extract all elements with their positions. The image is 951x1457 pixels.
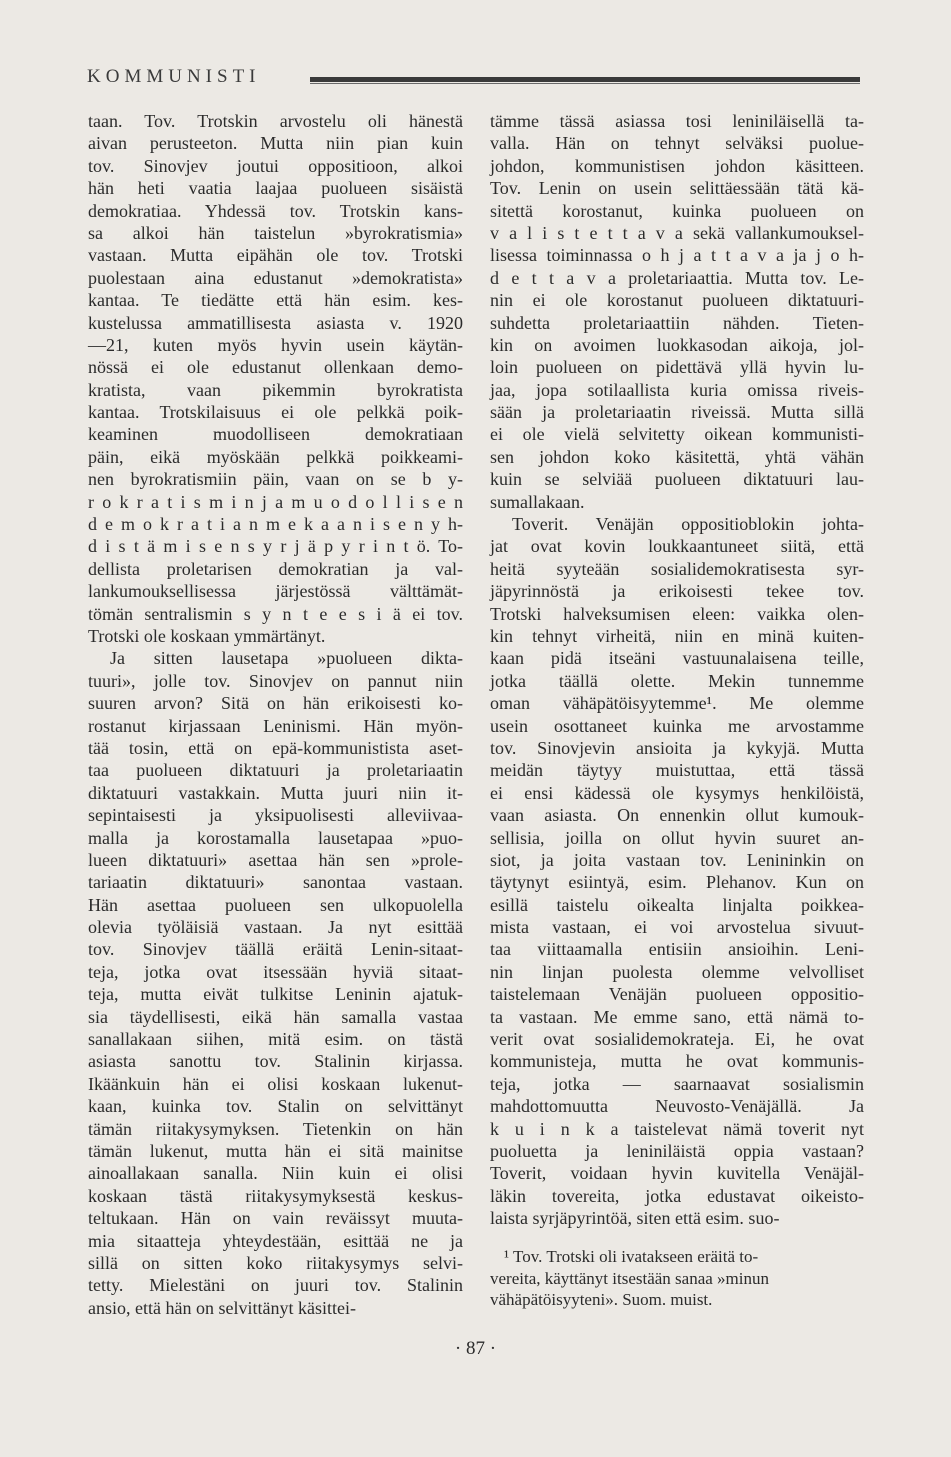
text-line: aivan perusteeton. Mutta niin pian kuin [88,133,463,154]
text-line: kin on avoimen luokkasodan aikoja, jol- [490,334,864,355]
text-line: kaan, kuinka tov. Stalin on selvittänyt [88,1096,463,1117]
text-line: Ja sitten lausetapa »puolueen dikta- [110,648,463,669]
text-line: tov. Sinovjev joutui oppositioon, alkoi [88,155,463,176]
footnote [490,1246,864,1311]
text-line: d e m o k r a t i a n m e k a a n i s e n y h- [88,514,463,535]
text-line: oman vähäpätöisyytemme¹. Me olemme [490,693,864,714]
text-line: Toverit. Venäjän oppositioblokin johta- [512,514,864,535]
text-line: dellista proletarisen demokratian ja val- [88,558,463,579]
text-line: sumallakaan. [490,491,585,512]
text-line: Trotski halveksumisen eleen: vaikka olen- [490,603,864,624]
text-line: Toverit, voidaan hyvin kuvitella Venäjäl- [490,1163,864,1184]
text-line: ta vastaan. Me emme sano, että nämä to- [490,1006,864,1027]
text-line: tariaatin diktatuuri» sanontaa vastaan. [88,872,463,893]
text-line: kustelussa ammatillisesta asiasta v. 1920 [88,312,463,333]
text-line: kommunisteja, mutta he ovat kommunis- [490,1051,864,1072]
page-number: · 87 · [454,1338,497,1359]
text-line: koskaan tästä riitakysymyksestä keskus- [88,1185,463,1206]
text-line: r o k r a t i s m i n j a m u o d o l l i s e n [88,491,463,512]
text-line: ansio, että hän on selvittänyt käsittei- [88,1297,356,1318]
text-line: puoluetta ja leniniläistä oppia vastaan? [490,1140,864,1161]
text-line: ei ole vielä selvitetty oikean kommunisti- [490,424,864,445]
text-line: esillä taistelu oikealta linjalta poikkea- [490,894,864,915]
text-line: olevia työläisiä vastaan. Ja nyt esittää [88,917,463,938]
text-line: v a l i s t e t t a v a sekä vallankumouksel- [490,222,864,243]
text-line: sanallakaan siihen, mitä esim. on tästä [88,1029,463,1050]
text-line: heitä syyteään sosialidemokratisesta syr- [490,558,864,579]
header-rule [310,77,860,85]
text-line: taistelemaan Venäjän puolueen oppositio- [490,984,864,1005]
text-line: lueen diktatuuri» asettaa hän sen »prole- [88,849,463,870]
text-line: sia täydellisesti, eikä hän samalla vastaa [88,1006,463,1027]
text-line: kantaa. Te tiedätte että hän esim. kes- [88,290,463,311]
text-line: sen johdon koko käsitettä, yhtä vähän [490,446,864,467]
text-line: lisessa toiminnassa o h j a t t a v a ja j o h- [490,245,864,266]
text-line: sään ja proletariaatin riveissä. Mutta sillä [490,402,864,423]
text-line: jäpyrinnöstä ja erikoisesti tekee tov. [490,581,864,602]
text-line: läkin tovereita, jotka edustavat oikeisto- [490,1185,864,1206]
text-line: mista vastaan, ei voi arvostelua sivuut- [490,917,864,938]
text-line: tämän lukenut, mutta hän ei sitä mainitse [88,1140,463,1161]
text-line: täytynyt esiintyä, esim. Plehanov. Kun on [490,872,864,893]
text-line: demokratiaa. Yhdessä tov. Trotskin kans- [88,200,463,221]
text-line: Trotski ole koskaan ymmärtänyt. [88,625,326,646]
text-line: verit ovat sosialidemokrateja. Ei, he ovat [490,1029,864,1050]
text-line: tetty. Mielestäni on juuri tov. Stalinin [88,1275,463,1296]
text-line: kantaa. Trotskilaisuus ei ole pelkkä poik- [88,402,463,423]
text-line: ainoallakaan sanalla. Niin kuin ei olisi [88,1163,463,1184]
text-line: k u i n k a taistelevat nämä toverit nyt [490,1118,864,1139]
text-line: taan. Tov. Trotskin arvostelu oli hänestä [88,111,463,131]
text-line: suhdetta proletariaattiin nähden. Tieten- [490,312,864,333]
text-line: kin tehnyt virheitä, niin en minä kuiten- [490,625,864,646]
text-line: siot, ja joita vastaan tov. Lenininkin on [490,849,864,870]
text-line: tömän sentralismin s y n t e e s i ä ei tov. [88,603,463,624]
text-line: teja, jotka — saarnaavat sosialismin [490,1073,864,1094]
text-line: sa alkoi hän taistelun »byrokratismia» [88,222,463,243]
footnote-line: ¹ Tov. Trotski oli ivatakseen eräitä to- [504,1247,759,1266]
text-line: kratista, vaan pikemmin byrokratista [88,379,463,400]
text-line: teja, jotka ovat itsessään hyviä sitaat- [88,961,463,982]
text-line: teltukaan. Hän on vain reväissyt muuta- [88,1208,463,1229]
text-line: sillä on sitten koko riitakysymys selvi- [88,1252,463,1273]
text-line: d e t t a v a proletariaattia. Mutta tov. Le- [490,267,864,288]
text-line: nin ei ole korostanut puolueen diktatuuri- [490,290,864,311]
footnote-line: vereita, käyttänyt itsestään sanaa »minun [490,1268,769,1288]
text-line: nen byrokratismiin päin, vaan on se b y- [88,469,463,490]
text-line: tämme tässä asiassa tosi leniniläisellä ta- [490,111,864,131]
text-line: malla ja korostamalla lausetapaa »puo- [88,827,463,848]
text-line: jotka täällä olette. Mekin tunnemme [490,670,864,691]
text-line: taa viittaamalla entisiin ansioihin. Leni- [490,939,864,960]
text-line: Hän asettaa puolueen sen ulkopuolella [88,894,463,915]
text-line: usein osottaneet kuinka me arvostamme [490,715,864,736]
text-line: kaan pidä itseäni vastuunalaisena teille, [490,648,864,669]
text-line: nössä ei ole edustanut ollenkaan demo- [88,357,463,378]
text-line: tuuri», jolle tov. Sinovjev on pannut niin [88,670,463,691]
right-text-column [490,110,864,1230]
text-line: asiasta sanottu tov. Stalinin kirjassa. [88,1051,463,1072]
text-line: laista syrjäpyrintöä, siten että esim. suo- [490,1208,780,1229]
text-line: nin linjan puolesta olemme velvolliset [490,961,864,982]
text-line: päin, eikä myöskään pelkkä poikkeami- [88,446,463,467]
text-line: loin puolueen on pidettävä yllä hyvin lu- [490,357,864,378]
text-line: teja, mutta eivät tulkitse Leninin ajatuk- [88,984,463,1005]
running-title: KOMMUNISTI [87,66,261,87]
text-line: taa puolueen diktatuuri ja proletariaatin [88,760,463,781]
text-line: Ikäänkuin hän ei olisi koskaan lukenut- [88,1073,463,1094]
text-line: meidän täytyy muistuttaa, että tässä [490,760,864,781]
text-line: jat ovat kovin loukkaantuneet siitä, että [490,536,864,557]
left-text-column [88,110,463,1319]
text-line: tov. Sinovjevin ansioita ja kykyjä. Mutta [490,737,864,758]
text-line: hän heti vaatia laajaa puolueen sisäistä [88,178,463,199]
text-line: Tov. Lenin on usein selittäessään tätä kä- [490,178,864,199]
text-line: diktatuuri vastakkain. Mutta juuri niin it- [88,782,463,803]
text-line: sitettä korostanut, kuinka puolueen on [490,200,864,221]
text-line: rostanut kirjassaan Leninismi. Hän myön- [88,715,463,736]
text-line: vaan asiasta. On ennenkin ollut kumouk- [490,805,864,826]
text-line: tää tosin, että on epä-kommunistista aset- [88,737,463,758]
text-line: tämän riitakysymyksen. Tietenkin on hän [88,1118,463,1139]
text-line: valla. Hän on tehnyt selväksi puolue- [490,133,864,154]
text-line: vastaan. Mutta eipähän ole tov. Trotski [88,245,463,266]
text-line: lankumouksellisessa järjestössä välttämät- [88,581,463,602]
text-line: mahdottomuutta Neuvosto-Venäjällä. Ja [490,1096,864,1117]
text-line: ei ensi kädessä ole kysymys henkilöistä, [490,782,864,803]
text-line: tov. Sinovjev täällä eräitä Lenin-sitaat- [88,939,463,960]
text-line: d i s t ä m i s e n s y r j ä p y r i n t ö. To- [88,536,463,557]
text-line: suuren arvon? Sitä on hän erikoisesti ko- [88,693,463,714]
text-line: puolestaan aina edustanut »demokratista» [88,267,463,288]
text-line: keaminen muodolliseen demokratiaan [88,424,463,445]
footnote-line: vähäpätöisyyteni». Suom. muist. [490,1290,713,1309]
text-line: —21, kuten myös hyvin usein käytän- [88,334,463,355]
text-line: sellisia, joilla on ollut hyvin suuret an- [490,827,864,848]
text-line: johdon, kommunistisen johdon käsitteen. [490,155,864,176]
text-line: jaa, jopa sotilaallista kuria omissa riveis- [490,379,864,400]
text-line: kuin se selviää puolueen diktatuuri lau- [490,469,864,490]
text-line: mia sitaatteja yhteydestään, esittää ne ja [88,1230,463,1251]
text-line: sepintaisesti ja yksipuolisesti alleviivaa- [88,805,463,826]
